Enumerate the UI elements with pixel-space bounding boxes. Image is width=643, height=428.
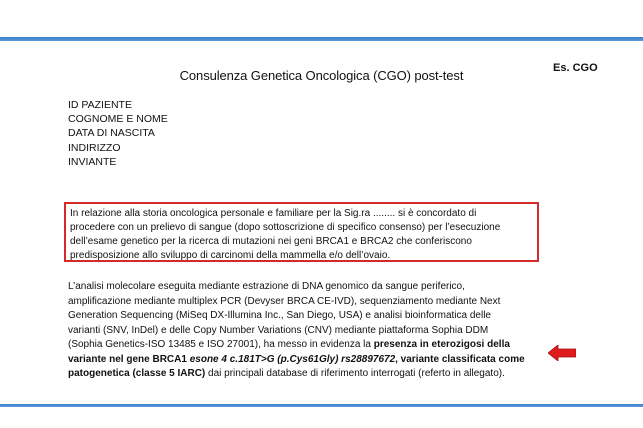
red-left-arrow-icon bbox=[548, 345, 576, 361]
analysis-text: dai principali database di riferimento interrogati (referto in allegato). bbox=[205, 368, 505, 379]
field-id-paziente: ID PAZIENTE bbox=[68, 99, 132, 111]
field-data-nascita: DATA DI NASCITA bbox=[68, 127, 155, 140]
analysis-line bbox=[68, 367, 538, 382]
variant-highlight: , variante classificata come bbox=[395, 353, 525, 365]
analysis-line: L’analisi molecolare eseguita mediante estrazione di DNA genomico da sangue periferico, bbox=[68, 281, 465, 292]
page-title: Consulenza Genetica Oncologica (CGO) post-test bbox=[179, 68, 464, 83]
analysis-paragraph bbox=[68, 280, 538, 382]
analysis-text: (Sophia Genetics-ISO 13485 e ISO 27001), ha messo in evidenza la bbox=[68, 339, 371, 350]
analysis-line: Generation Sequencing (MiSeq DX-Illumina Inc., San Diego, USA) e analisi bioinformatica delle bbox=[68, 310, 491, 321]
variant-notation: esone 4 c.181T>G (p.Cys61Gly) rs28897672 bbox=[189, 353, 396, 365]
bottom-rule bbox=[0, 404, 643, 407]
top-rule bbox=[0, 37, 643, 41]
boxed-line: In relazione alla storia oncologica personale e familiare per la Sig.ra ........ si è concordato di bbox=[70, 208, 477, 219]
patient-fields bbox=[68, 98, 168, 169]
field-indirizzo: INDIRIZZO bbox=[68, 141, 121, 154]
analysis-line bbox=[68, 353, 538, 368]
analysis-line: amplificazione mediante multiplex PCR (Devyser BRCA CE-IVD), sequenziamento mediante Next bbox=[68, 295, 501, 307]
variant-highlight: variante nel gene BRCA1 bbox=[68, 353, 187, 365]
field-inviante: INVIANTE bbox=[68, 155, 117, 168]
variant-classification: patogenetica (classe 5 IARC) bbox=[68, 368, 206, 379]
document-tag: Es. CGO bbox=[553, 62, 598, 74]
variant-highlight: presenza in eterozigosi della bbox=[373, 339, 510, 350]
analysis-line: varianti (SNV, InDel) e delle Copy Number Variations (CNV) mediante piattaforma Sophia DDM bbox=[68, 324, 489, 336]
boxed-line: procedere con un prelievo di sangue (dopo sottoscrizione di specifico consenso) per l’esecuzione bbox=[70, 222, 501, 233]
boxed-line: dell’esame genetico per la ricerca di mutazioni nei geni BRCA1 e BRCA2 che conferiscono bbox=[70, 236, 472, 247]
analysis-line bbox=[68, 338, 538, 353]
field-cognome-nome: COGNOME E NOME bbox=[68, 113, 168, 126]
boxed-line: predisposizione allo sviluppo di carcinomi della mammella e/o dell’ovaio. bbox=[70, 250, 391, 261]
highlighted-paragraph bbox=[64, 202, 539, 262]
